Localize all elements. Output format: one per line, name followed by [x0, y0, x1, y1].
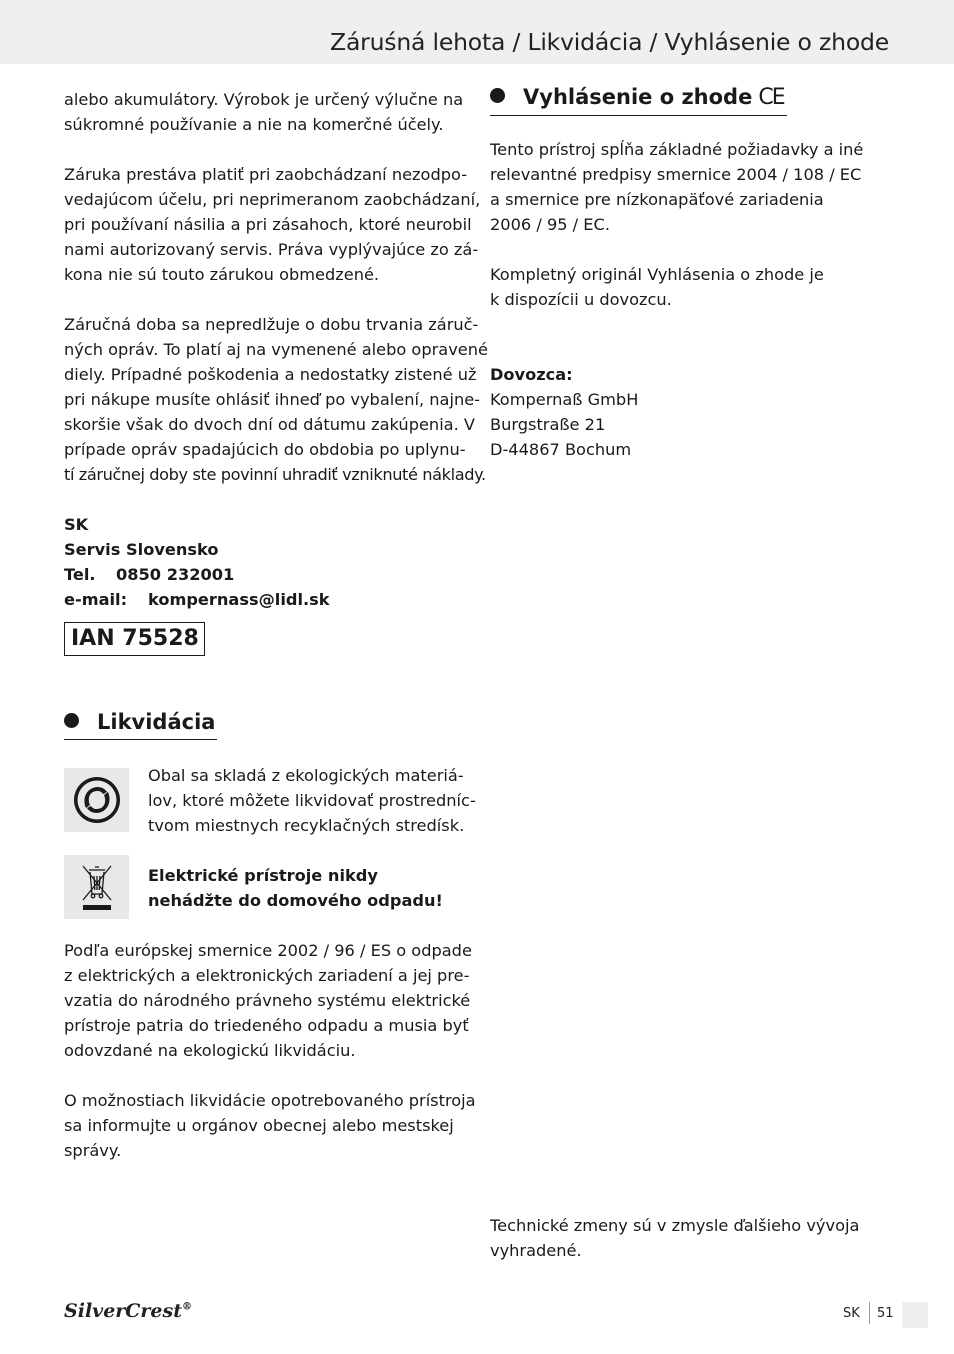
footer-divider — [869, 1302, 870, 1324]
disposal-paragraph-1 — [64, 938, 472, 1063]
text-line: súkromné používanie a nie na komerčné účely. — [64, 115, 444, 134]
text-line: nehádžte do domového odpadu! — [148, 891, 443, 910]
text-line: pri nákupe musíte ohlásiť ihneď po vybalení, najne- — [64, 390, 480, 409]
ian-number-box: IAN 75528 — [64, 622, 205, 656]
text-line: O možnostiach likvidácie opotrebovaného prístroja — [64, 1091, 476, 1110]
disposal-paragraph-2 — [64, 1088, 476, 1163]
warranty-paragraph-2 — [64, 162, 481, 287]
text-line: k dispozícii u dovozcu. — [490, 290, 672, 309]
importer-street: Burgstraße 21 — [490, 415, 606, 434]
importer-city: D-44867 Bochum — [490, 440, 632, 459]
page-number: 51 — [877, 1306, 894, 1321]
service-contact — [64, 512, 330, 612]
conformity-body — [490, 137, 870, 462]
contact-country: SK — [64, 515, 89, 534]
text-line: prístroje patria do triedeného odpadu a musia byť — [64, 1016, 469, 1035]
text-line: odovzdané na ekologickú likvidáciu. — [64, 1041, 356, 1060]
disposal-body — [64, 938, 476, 1163]
language-code: SK — [843, 1306, 860, 1321]
importer-label: Dovozca: — [490, 365, 573, 384]
text-line: vzatia do národného právneho systému elektrické — [64, 991, 471, 1010]
text-line: diely. Prípadné poškodenia a nedostatky zistené už — [64, 365, 477, 384]
text-line: Kompletný originál Vyhlásenia o zhode je — [490, 265, 824, 284]
text-line: 2006 / 95 / EC. — [490, 215, 610, 234]
brand-logo-text: SilverCrest — [64, 1300, 182, 1322]
text-line: relevantné predpisy smernice 2004 / 108 / EC — [490, 165, 862, 184]
text-line: tvom miestnych recyklačných stredísk. — [148, 816, 465, 835]
text-line: z elektrických a elektronických zariadení a jej pre- — [64, 966, 470, 985]
page-tab-marker — [902, 1302, 928, 1328]
disposal-heading — [64, 708, 217, 740]
warranty-column — [64, 87, 488, 487]
conformity-paragraph-2 — [490, 262, 870, 312]
bullet-icon — [490, 88, 505, 103]
text-line: ných opráv. To platí aj na vymenené alebo opravené — [64, 340, 488, 359]
phone-number: 0850 232001 — [116, 565, 235, 584]
email-label: e-mail: — [64, 590, 128, 609]
text-line: lov, ktoré môžete likvidovať prostredníc- — [148, 791, 476, 810]
text-line: alebo akumulátory. Výrobok je určený výlučne na — [64, 90, 464, 109]
text-line: Technické zmeny sú v zmysle ďalšieho vývoja — [490, 1216, 860, 1235]
page-title: Záruśná lehota / Likvidácia / Vyhlásenie o zhode — [330, 28, 889, 56]
text-line: Záručná doba sa nepredlžuje o dobu trvania záruč- — [64, 315, 479, 334]
text-line: správy. — [64, 1141, 122, 1160]
text-line: prípade opráv spadajúcich do obdobia po uplynu- — [64, 440, 466, 459]
disposal-heading-text: Likvidácia — [97, 710, 216, 734]
text-line: vyhradené. — [490, 1241, 582, 1260]
text-line: sa informujte u orgánov obecnej alebo mestskej — [64, 1116, 454, 1135]
conformity-heading — [490, 83, 787, 116]
conformity-paragraph-1 — [490, 137, 870, 237]
contact-service-name: Servis Slovensko — [64, 540, 219, 559]
bullet-icon — [64, 713, 79, 728]
text-line: Elektrické prístroje nikdy — [148, 866, 378, 885]
text-line: Podľa európskej smernice 2002 / 96 / ES o odpade — [64, 941, 472, 960]
text-line: skoršie však do dvoch dní od dátumu zakúpenia. V — [64, 415, 475, 434]
text-line: pri používaní násilia a pri zásahoch, ktoré neurobil — [64, 215, 472, 234]
technical-changes-note — [490, 1213, 870, 1263]
email-address: kompernass@lidl.sk — [148, 590, 330, 609]
green-dot-recycling-icon — [64, 768, 129, 832]
phone-label: Tel. — [64, 565, 96, 584]
importer-name: Kompernaß GmbH — [490, 390, 639, 409]
text-line: kona nie sú touto zárukou obmedzené. — [64, 265, 380, 284]
text-line: a smernice pre nízkonapäťové zariadenia — [490, 190, 824, 209]
text-line: vedajúcom účelu, pri neprimeranom zaobchádzaní, — [64, 190, 481, 209]
text-line: Záruka prestáva platiť pri zaobchádzaní nezodpo- — [64, 165, 468, 184]
weee-warning-text — [148, 863, 443, 913]
ce-mark-icon: CE — [758, 85, 784, 110]
brand-logo — [64, 1300, 192, 1322]
text-line: Tento prístroj spĺňa základné požiadavky a iné — [490, 140, 864, 159]
conformity-heading-text: Vyhlásenie o zhode — [523, 85, 753, 109]
warranty-paragraph-3 — [64, 312, 488, 487]
importer-block — [490, 362, 870, 462]
warranty-paragraph-1 — [64, 87, 464, 137]
text-line: nami autorizovaný servis. Práva vyplývajúce zo zá- — [64, 240, 479, 259]
contact-phone-row — [64, 562, 330, 587]
contact-email-row — [64, 587, 330, 612]
registered-mark: ® — [182, 1301, 192, 1313]
text-line: Obal sa skladá z ekologických materiá- — [148, 766, 464, 785]
packaging-disposal-text — [148, 763, 476, 838]
text-line: tí záručnej doby ste povinní uhradiť vzniknuté náklady. — [64, 465, 486, 484]
crossed-out-wheelie-bin-icon — [64, 855, 129, 919]
